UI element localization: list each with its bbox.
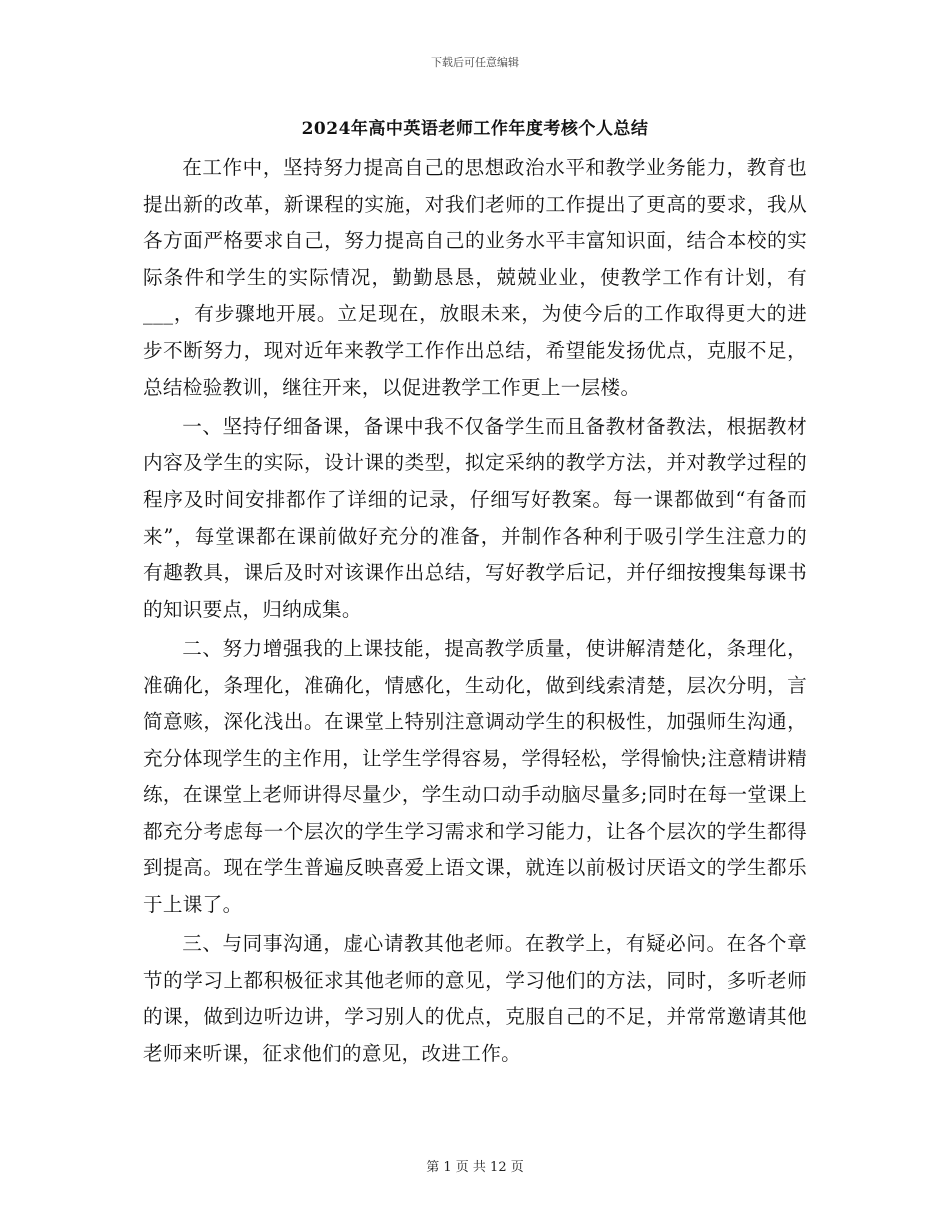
paragraph-section-1: 一、坚持仔细备课，备课中我不仅备学生而且备教材备教法，根据教材内容及学生的实际，设计课的类型，拟定采纳的教学方法，并对教学过程的程序及时间安排都作了详细的记录，仔细写好教案。每一课都做到“有备而来”，每堂课都在课前做好充分的准备，并制作各种利于吸引学生注意力的有趣教具，课后及时对该课作出总结，写好教学后记，并仔细按搜集每课书的知识要点，归纳成集。: [143, 414, 807, 621]
page-number: 第 1 页 共 12 页: [426, 1160, 524, 1175]
paragraph-intro: 在工作中，坚持努力提高自己的思想政治水平和教学业务能力，教育也提出新的改革，新课程的实施，对我们老师的工作提出了更高的要求，我从各方面严格要求自己，努力提高自己的业务水平丰富知识面，结合本校的实际条件和学生的实际情况，勤勤恳恳，兢兢业业，使教学工作有计划，有___，有步骤地开展。立足现在，放眼未来，为使今后的工作取得更大的进步不断努力，现对近年来教学工作作出总结，希望能发扬优点，克服不足，总结检验教训，继往开来，以促进教学工作更上一层楼。: [143, 156, 807, 399]
paragraph-section-3: 三、与同事沟通，虚心请教其他老师。在教学上，有疑必问。在各个章节的学习上都积极征求其他老师的意见，学习他们的方法，同时，多听老师的课，做到边听边讲，学习别人的优点，克服自己的不足，并常常邀请其他老师来听课，征求他们的意见，改进工作。: [143, 932, 807, 1066]
document-title: 2024年高中英语老师工作年度考核个人总结: [301, 119, 649, 139]
document-body: [143, 150, 807, 1073]
header-note: 下载后可任意编辑: [431, 56, 519, 69]
paragraph-section-2: 二、努力增强我的上课技能，提高教学质量，使讲解清楚化，条理化，准确化，条理化，准确化，情感化，生动化，做到线索清楚，层次分明，言简意赅，深化浅出。在课堂上特别注意调动学生的积极性，加强师生沟通，充分体现学生的主作用，让学生学得容易，学得轻松，学得愉快;注意精讲精练，在课堂上老师讲得尽量少，学生动口动手动脑尽量多;同时在每一堂课上都充分考虑每一个层次的学生学习需求和学习能力，让各个层次的学生都得到提高。现在学生普遍反映喜爱上语文课，就连以前极讨厌语文的学生都乐于上课了。: [143, 636, 807, 917]
